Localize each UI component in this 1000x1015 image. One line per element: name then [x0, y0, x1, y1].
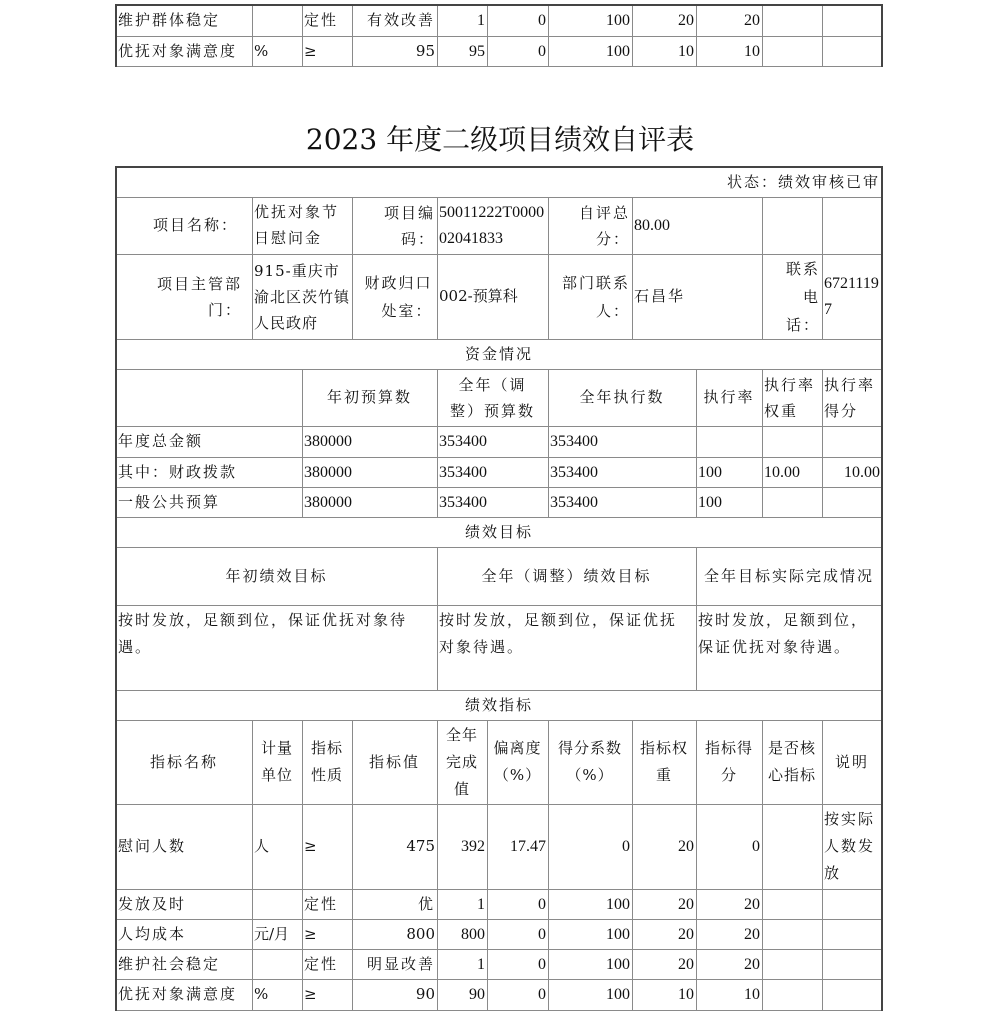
top-table-weight-cell-text: 10	[678, 42, 694, 60]
indicator-weight-cell-text: 20	[678, 838, 694, 855]
funds-adjusted-cell-text: 353400	[439, 463, 487, 481]
indicator-coef-cell-text: 100	[606, 895, 630, 913]
indicator-header-cell-text: 指标性质	[311, 739, 344, 784]
self-score-label-text: 自评总分：	[578, 203, 630, 248]
indicator-actual-cell-text: 800	[461, 925, 485, 943]
indicator-deviation-cell-text: 17.47	[510, 838, 546, 855]
indicator-score-cell-text: 20	[744, 895, 760, 913]
funds-label-cell-text: 一般公共预算	[118, 492, 221, 511]
main-table-border-right-edge	[881, 166, 883, 1011]
goals-header-cell-text: 年初绩效目标	[225, 566, 328, 585]
funds-header-cell-text: 执行率权重	[764, 375, 816, 420]
goals-header-cell-text: 全年目标实际完成情况	[703, 566, 874, 585]
funds-executed-cell-text: 353400	[550, 463, 598, 481]
funds-section-title-text: 资金情况	[464, 344, 533, 363]
funds-initial-cell-text: 380000	[304, 493, 352, 511]
indicator-actual-cell-text: 1	[477, 955, 485, 973]
indicator-name-cell-text: 维护社会稳定	[118, 954, 221, 973]
funds-adjusted-cell-text: 353400	[439, 493, 487, 511]
indicator-nature-cell-text: 定性	[304, 954, 339, 973]
indicator-unit-cell-text: 人	[254, 837, 270, 855]
indicator-target-cell-text: 475	[406, 837, 435, 855]
indicator-name-cell-text: 慰问人数	[118, 837, 187, 855]
finance-office-value-text: 002-预算科	[439, 287, 518, 305]
funds-rate-cell-text: 100	[698, 493, 722, 511]
top-table-actual-cell-text: 95	[469, 42, 485, 60]
indicator-header-cell-text: 计量单位	[261, 739, 294, 784]
indicator-actual-cell-text: 90	[469, 986, 485, 1003]
funds-weight-cell-text: 10.00	[764, 463, 800, 481]
dept-value-text: 915-重庆市渝北区茨竹镇人民政府	[254, 261, 351, 332]
page-title: 2023 年度二级项目绩效自评表	[305, 123, 695, 156]
top-table-actual-cell-text: 1	[477, 12, 485, 29]
goals-value-cell-text: 按时发放，足额到位，保证优抚对象待遇。	[439, 611, 678, 656]
project-code-label-text: 项目编码：	[383, 203, 435, 248]
goals-value-cell-text: 按时发放，足额到位，保证优抚对象待遇。	[698, 611, 869, 656]
indicator-target-cell-text: 800	[406, 924, 435, 943]
dept-label-text: 项目主管部门：	[156, 274, 242, 319]
indicator-header-cell-text: 得分系数（%）	[557, 739, 622, 784]
top-table-score-cell-text: 10	[744, 42, 760, 60]
main-table-border	[115, 166, 883, 1011]
indicator-actual-cell-text: 392	[461, 838, 485, 855]
phone-value-text: 67211197	[824, 274, 879, 318]
self-score-value-text: 80.00	[634, 217, 670, 234]
indicator-note-cell-text: 按实际人数发放	[824, 810, 876, 882]
indicator-coef-cell-text: 100	[606, 925, 630, 943]
indicator-coef-cell-text: 100	[606, 986, 630, 1003]
top-table-score-cell-text: 20	[744, 12, 760, 29]
indicator-target-cell-text: 90	[415, 985, 435, 1003]
indicator-deviation-cell-text: 0	[538, 955, 546, 973]
indicator-nature-cell-text: ≥	[304, 924, 319, 943]
top-table-border-right-edge	[881, 4, 883, 67]
indicator-weight-cell-text: 10	[678, 986, 694, 1003]
funds-header-cell-text: 执行率得分	[824, 375, 876, 420]
project-code-value-text: 50011222T000002041833	[439, 203, 545, 247]
indicator-score-cell-text: 10	[744, 986, 760, 1003]
top-table-coef-cell-text: 100	[606, 42, 630, 60]
goals-value-cell-text: 按时发放，足额到位，保证优抚对象待遇。	[118, 611, 408, 656]
top-table-deviation-cell-text: 0	[538, 42, 546, 60]
top-table-target-cell-text: 有效改善	[366, 11, 435, 29]
funds-label-cell-text: 年度总金额	[118, 432, 204, 450]
indicator-header-cell-text: 指标权重	[639, 739, 688, 784]
top-table-coef-cell-text: 100	[606, 12, 630, 29]
indicator-weight-cell-text: 20	[678, 955, 694, 973]
top-table-name-cell-text: 优抚对象满意度	[118, 41, 238, 60]
contact-label-text: 部门联系人：	[561, 273, 630, 320]
indicator-coef-cell-text: 0	[622, 838, 630, 855]
indicator-unit-cell-text: %	[254, 985, 269, 1003]
indicator-header-cell-text: 指标名称	[149, 752, 218, 771]
funds-header-cell-text: 全年（调整）预算数	[449, 375, 535, 420]
project-name-label-text: 项目名称：	[152, 216, 238, 234]
indicator-score-cell-text: 20	[744, 955, 760, 973]
indicator-nature-cell-text: ≥	[304, 837, 319, 855]
indicator-target-cell-text: 明显改善	[366, 954, 435, 973]
indicator-coef-cell-text: 100	[606, 955, 630, 973]
funds-executed-cell-text: 353400	[550, 493, 598, 511]
indicator-weight-cell-text: 20	[678, 925, 694, 943]
project-name-value-text: 优抚对象节日慰问金	[254, 203, 340, 247]
top-table-border	[115, 4, 883, 67]
top-table-weight-cell-text: 20	[678, 12, 694, 29]
funds-initial-cell-text: 380000	[304, 463, 352, 481]
indicator-header-cell-text: 指标得分	[704, 739, 753, 784]
indicator-header-cell-text: 说明	[834, 752, 869, 771]
goals-header-cell-text: 全年（调整）绩效目标	[481, 566, 652, 585]
indicator-actual-cell-text: 1	[477, 895, 485, 913]
top-table-nature-cell-text: ≥	[304, 41, 319, 60]
indicator-nature-cell-text: ≥	[304, 985, 319, 1003]
funds-rate-cell-text: 100	[698, 463, 722, 481]
top-table-target-cell-text: 95	[415, 41, 435, 60]
finance-office-label-text: 财政归口处室：	[364, 273, 433, 320]
status-label-text: 状态：绩效审核已审	[726, 172, 880, 191]
indicators-section-title-text: 绩效指标	[464, 695, 533, 714]
indicator-target-cell-text: 优	[417, 894, 435, 913]
top-table-unit-cell-text: %	[254, 41, 269, 60]
indicator-name-cell-text: 发放及时	[118, 894, 187, 913]
indicator-deviation-cell-text: 0	[538, 895, 546, 913]
top-table-nature-cell-text: 定性	[304, 11, 339, 29]
indicator-header-cell-text: 是否核心指标	[767, 739, 816, 784]
phone-label-text: 联系电话：	[785, 259, 820, 334]
indicator-nature-cell-text: 定性	[304, 894, 339, 913]
contact-value-text: 石昌华	[634, 287, 686, 305]
funds-score-cell-text: 10.00	[844, 463, 880, 481]
indicator-header-cell-text: 偏离度（%）	[493, 739, 542, 784]
funds-adjusted-cell-text: 353400	[439, 433, 487, 450]
funds-header-cell-text: 年初预算数	[326, 388, 412, 406]
funds-initial-cell-text: 380000	[304, 433, 352, 450]
indicator-name-cell-text: 优抚对象满意度	[118, 985, 238, 1003]
funds-header-cell-text: 全年执行数	[579, 388, 665, 406]
indicator-header-cell-text: 全年完成值	[446, 725, 479, 798]
funds-executed-cell-text: 353400	[550, 433, 598, 450]
indicator-header-cell-text: 指标值	[368, 752, 420, 771]
indicator-score-cell-text: 20	[744, 925, 760, 943]
top-table-name-cell-text: 维护群体稳定	[118, 11, 221, 29]
indicator-deviation-cell-text: 0	[538, 986, 546, 1003]
indicator-score-cell-text: 0	[752, 838, 760, 855]
goals-section-title-text: 绩效目标	[464, 522, 533, 541]
indicator-unit-cell-text: 元/月	[254, 924, 290, 943]
indicator-deviation-cell-text: 0	[538, 925, 546, 943]
top-table-deviation-cell-text: 0	[538, 12, 546, 29]
indicator-name-cell-text: 人均成本	[118, 924, 187, 943]
funds-label-cell-text: 其中：财政拨款	[118, 462, 238, 481]
funds-header-cell-text: 执行率	[703, 388, 755, 406]
indicator-weight-cell-text: 20	[678, 895, 694, 913]
